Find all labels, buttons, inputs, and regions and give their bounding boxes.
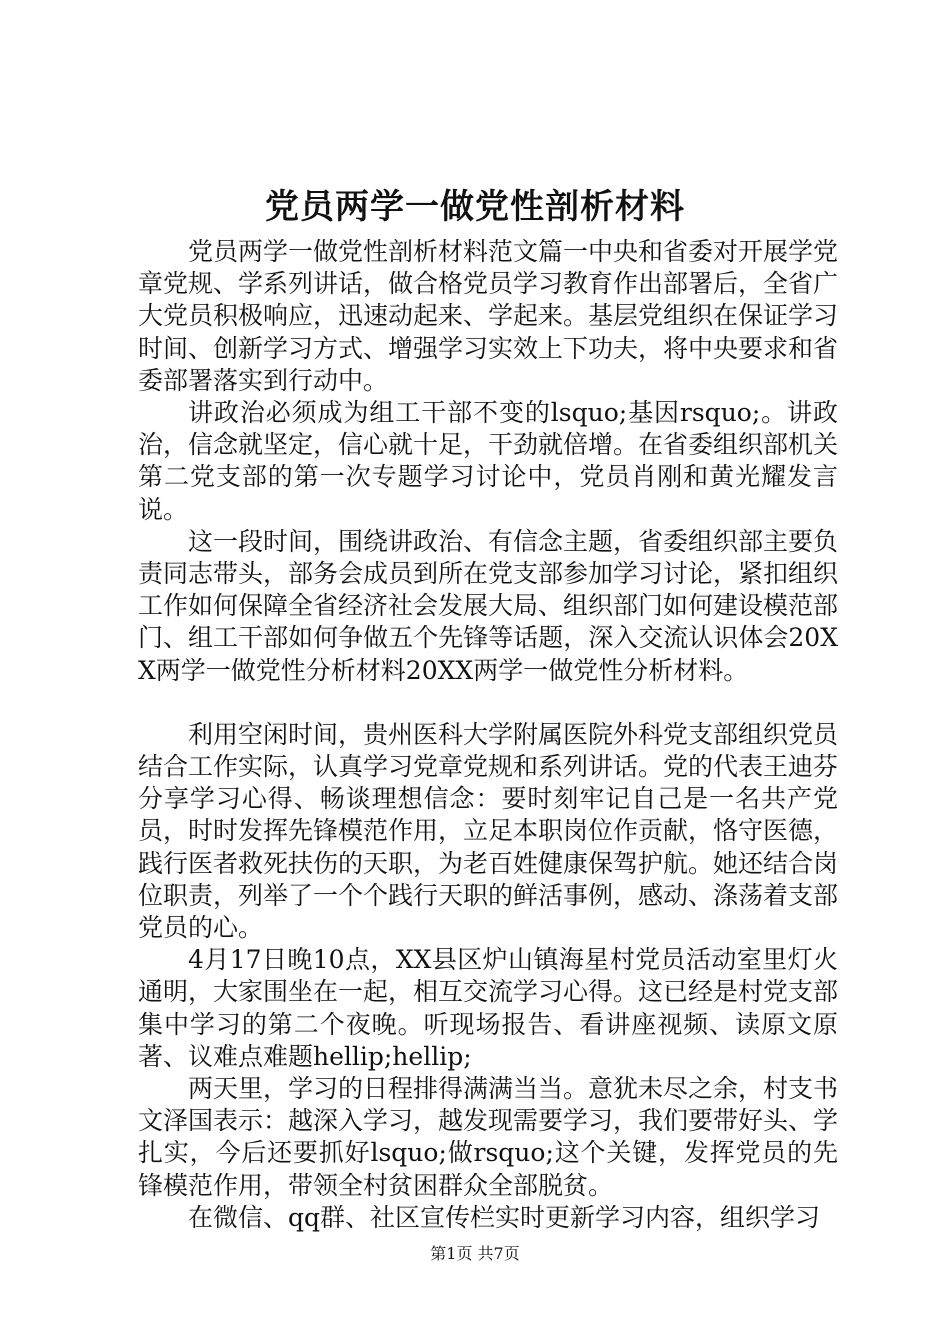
paragraph-1: 党员两学一做党性剖析材料范文篇一中央和省委对开展学党章党规、学系列讲话，做合格党员学习教育作出部署后，全省广大党员积极响应，迅速动起来、学起来。基层党组织在保证学习时间、创新学习方式、增强学习实效上下功夫，将中央要求和省委部署落实到行动中。 xyxy=(138,237,839,395)
paragraph-6: 两天里，学习的日程排得满满当当。意犹未尽之余，村支书文泽国表示：越深入学习，越发现需要学习，我们要带好头、学扎实，今后还要抓好lsquo;做rsquo;这个关键，发挥党员的先锋模范作用，带领全村贫困群众全部脱贫。 xyxy=(138,1074,839,1200)
paragraph-7: 在微信、qq群、社区宣传栏实时更新学习内容，组织学习 xyxy=(188,1202,821,1232)
paragraph-5: 4月17日晚10点，XX县区炉山镇海星村党员活动室里灯火通明，大家围坐在一起，相互交流学习心得。这已经是村党支部集中学习的第二个夜晚。听现场报告、看讲座视频、读原文原著、议难点难题hellip;hellip; xyxy=(138,945,839,1071)
paragraph-3: 这一段时间，围绕讲政治、有信念主题，省委组织部主要负责同志带头，部务会成员到所在党支部参加学习讨论，紧扣组织工作如何保障全省经济社会发展大局、组织部门如何建设模范部门、组工干部如何争做五个先锋等话题，深入交流认识体会20XX两学一做党性分析材料20XX两学一做党性分析材料。 xyxy=(138,526,839,685)
document-body xyxy=(138,236,838,1234)
paragraph-4: 利用空闲时间，贵州医科大学附属医院外科党支部组织党员结合工作实际，认真学习党章党规和系列讲话。党的代表王迪芬分享学习心得、畅谈理想信念：要时刻牢记自己是一名共产党员，时时发挥先锋模范作用，立足本职岗位作贡献，恪守医德，践行医者救死扶伤的天职，为老百姓健康保驾护航。她还结合岗位职责，列举了一个个践行天职的鲜活事例，感动、涤荡着支部党员的心。 xyxy=(138,719,839,943)
paragraph-2: 讲政治必须成为组工干部不变的lsquo;基因rsquo;。讲政治，信念就坚定，信心就十足，干劲就倍增。在省委组织部机关第二党支部的第一次专题学习讨论中，党员肖刚和黄光耀发言说。 xyxy=(138,398,839,524)
document-title: 党员两学一做党性剖析材料 xyxy=(265,187,685,227)
page-number-footer: 第1页 共7页 xyxy=(430,1244,520,1263)
